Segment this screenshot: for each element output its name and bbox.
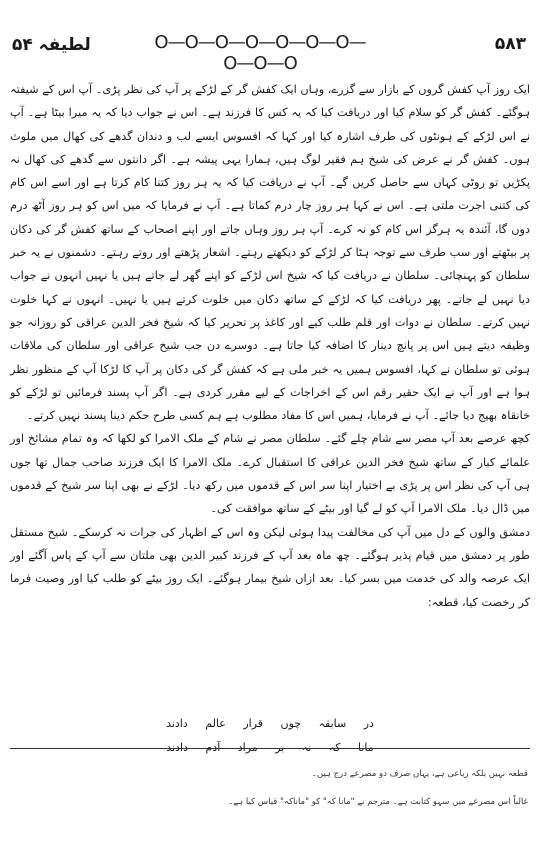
footnote: قطعہ نہیں بلکہ رباعی ہے، یہاں صرف دو مصرعے درج ہیں۔ bbox=[311, 769, 528, 779]
main-text bbox=[10, 78, 530, 614]
page-number: ۵۸۳ bbox=[494, 34, 526, 54]
footnote: غالباً اس مصرعے میں سہو کتابت ہے۔ مترجم نے "مانا کہ" کو "ماناکہ" قیاس کیا ہے۔ bbox=[228, 797, 528, 807]
chapter-label: لطیفہ ۵۴ bbox=[12, 35, 91, 55]
verse-line: مانا کہ نہ بر مراد آدم دادند bbox=[166, 741, 374, 754]
verse-block bbox=[110, 712, 430, 760]
paragraph: ایک روز آپ کفش گروں کے بازار سے گزرے، وہاں ایک کفش گر کے لڑکے پر آپ کی نظر پڑی۔ آپ اس کے شیفتہ ہوگئے۔ کفش گر کو سلام کیا اور دریافت کیا کہ یہ کس کا فرزند ہے۔ اس نے جواب دیا کہ یہ میرا بیٹا ہے۔ آپ نے اس لڑکے کے ہونٹوں کی طرف اشارہ کیا اور کہا کہ افسوس ایسے لب و دندان گدھے کی کھال میں ملوث ہوں۔ کفش گر نے عرض کی شیخ ہم فقیر لوگ ہیں، ہمارا یہی پیشہ ہے۔ اگر دانتوں سے گدھے کی کھال نہ پکڑیں تو روٹی کہاں سے حاصل کریں گے۔ آپ نے دریافت کیا کہ یہ ہر روز کتنا کام کرتا ہے اور اسے اس کام کی کتنی اجرت ملتی ہے۔ اس نے کہا ہر روز چار درم کماتا ہے۔ آپ نے فرمایا کہ میں اس کو ہر روز آٹھ درم دوں گا، آئندہ یہ ہرگز اس کام کو نہ کرے۔ آپ ہر روز وہاں جاتے اور اپنے اصحاب کے ساتھ کفش گر کی دکان پر بیٹھتے اور سب طرف سے توجہ ہٹا کر لڑکے کو دیکھتے رہتے۔ اشعار پڑھتے اور روتے رہتے۔ دشمنوں نے یہ خبر سلطان کو پہنچائی۔ سلطان نے دریافت کیا کہ شیخ اس لڑکے کو اپنے گھر لے جاتے ہیں یا نہیں انہوں نے جواب دیا نہیں لے جاتے۔ پھر دریافت کیا کہ لڑکے کے ساتھ دکان میں خلوت کرتے ہیں یا نہیں۔ انہوں نے کہا خلوت نہیں کرتے۔ سلطان نے دوات اور قلم طلب کیے اور کاغذ پر تحریر کیا کہ شیخ فخر الدین عراقی کو روزانہ جو وظیفہ دیتے ہیں اس پر پانچ دینار کا اضافہ کیا جاتا ہے۔ دوسرے دن جب شیخ عراقی اور سلطان کی ملاقات ہوئی تو سلطان نے کہا، افسوس ہمیں یہ خبر ملی ہے کہ کفش گر کی دکان پر آپ کا لڑکا آپ کے منظور نظر ہوا ہے اور آپ نے ایک حقیر رقم اس کے اخراجات کے لیے مقرر کردی ہے۔ اگر آپ پسند فرمائیں تو لڑکے کو خانقاہ بھیج دیا جائے۔ آپ نے فرمایا، ہمیں اس کا مفاد مطلوب ہے ہم کسی طرح حکم دینا پسند نہیں کرتے۔ bbox=[10, 83, 530, 423]
paragraph: دمشق والوں کے دل میں آپ کی مخالفت پیدا ہوئی لیکن وہ اس کے اظہار کی جرات نہ کرسکے۔ شیخ مستقل طور پر دمشق میں قیام پذیر ہوگئے۔ چھ ماہ بعد آپ کے فرزند کبیر الدین بھی ملتان سے آپ کے پاس آگئے اور ایک عرصہ والد کی خدمت میں بسر کیا۔ بعد ازاں شیخ بیمار ہوگئے۔ ایک روز بیٹے کو طلب کیا اور وصیت فرما کر رخصت کیا، قطعہ: bbox=[10, 525, 530, 609]
paragraph: کچھ عرصے بعد آپ مصر سے شام چلے گئے۔ سلطان مصر نے شام کے ملک الامرا کو لکھا کہ وہ تمام مشائخ اور علمائے کبار کے ساتھ شیخ فخر الدین عراقی کا استقبال کرے۔ ملک الامرا کا ایک فرزند صاحب جمال تھا جوں ہی آپ کی نظر اس پر پڑی بے اختیار اپنا سر اس کے قدموں میں رکھ دیا۔ لڑکے نے بھی اپنا سر شیخ کے قدموں میں ڈال دیا۔ ملک الامرا آپ کو لے گیا اور بیٹے کے ساتھ موافقت کی۔ bbox=[10, 432, 530, 516]
footnote-divider bbox=[10, 748, 530, 749]
ornament-divider: O—O—O—O—O—O—O—O—O—O bbox=[154, 32, 366, 74]
page-header bbox=[0, 30, 540, 74]
footnotes bbox=[10, 760, 528, 816]
verse-line: در سابقہ چوں قرار عالم دادند bbox=[166, 717, 374, 730]
